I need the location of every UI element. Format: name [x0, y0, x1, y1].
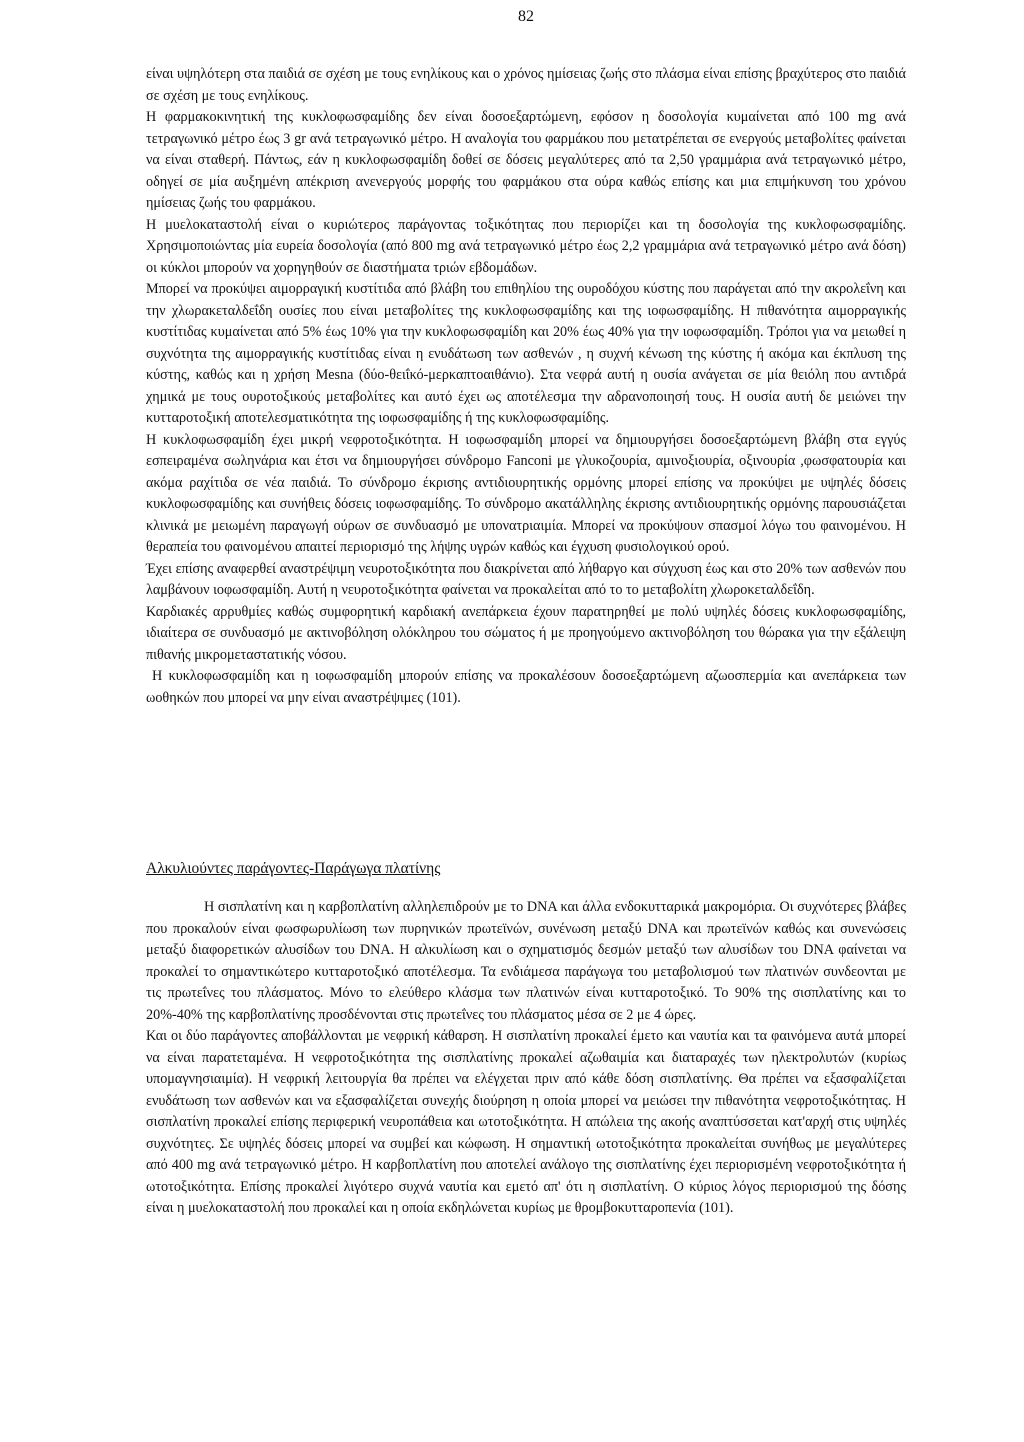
- paragraph: Η φαρμακοκινητική της κυκλοφωσφαμίδης δεν είναι δοσοεξαρτώμενη, εφόσον η δοσολογία κυμαίνεται από 100 mg ανά τετραγωνικό μέτρο έως 3 gr ανά τετραγωνικό μέτρο. Η αναλογία του φαρμάκου που μετατρέπεται σε ενεργούς μεταβολίτες φαίνεται να είναι σταθερή. Πάντως, εάν η κυκλοφωσφαμίδη δοθεί σε δόσεις μεγαλύτερες από τα 2,50 γραμμάρια ανά τετραγωνικό μέτρο, οδηγεί σε μία αυξημένη απέκριση ανενεργούς μορφής του φαρμάκου στα ούρα καθώς επίσης και μια επιμήκυνση του χρόνου ημίσειας ζωής του φαρμάκου.: [146, 109, 906, 211]
- paragraph: Μπορεί να προκύψει αιμορραγική κυστίτιδα από βλάβη του επιθηλίου της ουροδόχου κύστης που παράγεται από την ακρολεΐνη και την χλωρακεταλδεΐδη ουσίες που είναι μεταβολίτες της κυκλοφωσφαμίδης και της ιοφωσφαμίδης. Η πιθανότητα αιμορραγικής κυστίτιδας κυμαίνεται από 5% έως 10% για την κυκλοφωσφαμίδη και 20% έως 40% για την ιοφωσφαμίδη. Τρόποι για να μειωθεί η συχνότητα της αιμορραγικής κυστίτιδας είναι η ενυδάτωση των ασθενών , η συχνή κένωση της κύστης ή ακόμα και έκπλυση της κύστης, καθώς και η χρήση Mesna (δύο-θειΐκό-μερκαπτοαιθάνιο). Στα νεφρά αυτή η ουσία ανάγεται σε μία θειόλη που αντιδρά χημικά με τους ουροτοξικούς μεταβολίτες και αυτό έχει ως αποτέλεσμα την αδρανοποιησή τους. Η ουσία αυτή δε μειώνει την κυτταροτοξική αποτελεσματικότητα της ιοφωσφαμίδης ή της κυκλοφωσφαμίδης.: [146, 281, 906, 426]
- paragraph: Έχει επίσης αναφερθεί αναστρέψιμη νευροτοξικότητα που διακρίνεται από λήθαργο και σύγχυση έως και στο 20% των ασθενών που λαμβάνουν ιοφωσφαμίδη. Αυτή η νευροτοξικότητα φαίνεται να προκαλείται από το το μεταβολίτη χλωροκεταλδεΐδη.: [146, 560, 906, 598]
- section-heading: Αλκυλιούντες παράγοντες-Παράγωγα πλατίνης: [146, 860, 441, 877]
- paragraph: Η σισπλατίνη και η καρβοπλατίνη αλληλεπιδρούν με το DNA και άλλα ενδοκυτταρικά μακρομόρια. Οι συχνότερες βλάβες που προκαλούν είναι φωσφωρυλίωση των πυρηνικών πρωτεϊνών, συνένωση μεταξύ DNA και πρωτεϊνών καθώς και συνενώσεις μεταξύ διαφορετικών αλυσίδων του DNA. Η αλκυλίωση και ο σχηματισμός δεσμών μεταξύ των αλυσίδων του DNA φαίνεται να προκαλεί το σημαντικώτερο κυτταροτοξικό αποτέλεσμα. Τα ενδιάμεσα παράγωγα του μεταβολισμού των πλατινών συνδεονται με τις πρωτεΐνες του πλάσματος. Μόνο το ελεύθερο κλάσμα των πλατινών είναι κυτταροτοξικό. Το 90% της σισπλατίνης και το 20%-40% της καρβοπλατίνης προσδένονται στις πρωτεΐνες του πλάσματος μέσα σε 2 με 4 ώρες.: [146, 899, 906, 1023]
- paragraph: Η κυκλοφωσφαμίδη και η ιοφωσφαμίδη μπορούν επίσης να προκαλέσουν δοσοεξαρτώμενη αζωοσπερμία και ανεπάρκεια των ωοθηκών που μπορεί να μην είναι αναστρέψιμες (101).: [146, 668, 906, 706]
- paragraph: Και οι δύο παράγοντες αποβάλλονται με νεφρική κάθαρση. Η σισπλατίνη προκαλεί έμετο και ναυτία και τα φαινόμενα αυτά μπορεί να είναι παρατεταμένα. Η νεφροτοξικότητα της σισπλατίνης προκαλεί αζωθαιμία και διαταραχές των ηλεκτρολυτών (κυρίως υπομαγνησιαιμία). Η νεφρική λειτουργία θα πρέπει να ελέγχεται πριν από κάθε δόση σισπλατίνης. Θα πρέπει να εξασφαλίζεται ενυδάτωση των ασθενών και να εξασφαλίζεται συνεχής διούρηση η οποία μπορεί να μειώσει την πιθανότητα νεφροτοξικότητας. Η σισπλατίνη προκαλεί επίσης περιφερική νευροπάθεια και ωτοτοξικότητα. Η απώλεια της ακοής αναπτύσσεται κατ'αρχή στις υψηλές συχνότητες. Σε υψηλές δόσεις μπορεί να συμβεί και κώφωση. Η σημαντική ωτοτοξικότητα προκαλείται συνήθως με μεγαλύτερες από 400 mg ανά τετραγωνικό μέτρο. Η καρβοπλατίνη που αποτελεί ανάλογο της σισπλατίνης έχει περιορισμένη νεφροτοξικότητα ή ωτοτοξικότητα. Επίσης προκαλεί λιγότερο συχνά ναυτία και εμετό απ' ότι η σισπλατίνη. Ο κύριος λόγος περιορισμού της δόσης είναι η μυελοκαταστολή που προκαλεί και η οποία εκδηλώνεται κυρίως με θρομβοκυτταροπενία (101).: [146, 1028, 906, 1216]
- section-cyclophosphamide: [146, 64, 906, 709]
- paragraph: Η μυελοκαταστολή είναι ο κυριώτερος παράγοντας τοξικότητας που περιορίζει και τη δοσολογία της κυκλοφωσφαμίδης. Χρησιμοποιώντας μία ευρεία δοσολογία (από 800 mg ανά τετραγωνικό μέτρο έως 2,2 γραμμάρια ανά τετραγωνικό μέτρο ανά δόση) οι κύκλοι μπορούν να χορηγηθούν σε διαστήματα τριών εβδομάδων.: [146, 216, 906, 276]
- paragraph: Η κυκλοφωσφαμίδη έχει μικρή νεφροτοξικότητα. Η ιοφωσφαμίδη μπορεί να δημιουργήσει δοσοεξαρτώμενη βλάβη στα εγγύς εσπειραμένα σωληνάρια και έτσι να δημιουργήσει σύνδρομο Fanconi με γλυκοζουρία, αμινοξιουρία, οξινουρία ,φωσφατουρία και ακόμα ραχίτιδα σε νέα παιδιά. Το σύνδρομο έκρισης αντιδιουρητικής ορμόνης μπορεί επίσης να προκύψει με υψηλές δόσεις κυκλοφωσφαμίδης και συνήθεις δόσεις ιοφωσφαμίδης. Το σύνδρομο ακατάλληλης έκρισης αντιδιουρητικής ορμόνης παρουσιάζεται κλινικά με μειωμένη παραγωγή ούρων σε συνδυασμό με υπονατριαιμία. Μπορεί να προκύψουν σπασμοί λόγω του φαινομένου. Η θεραπεία του φαινομένου απαιτεί περιορισμό της λήψης υγρών καθώς και έγχυση φυσιολογικού ορού.: [146, 431, 906, 555]
- paragraph: Καρδιακές αρρυθμίες καθώς συμφορητική καρδιακή ανεπάρκεια έχουν παρατηρηθεί με πολύ υψηλές δόσεις κυκλοφωσφαμίδης, ιδιαίτερα σε συνδυασμό με ακτινοβόληση ολόκληρου του σώματος ή με προηγούμενο ακτινοβόληση του θώρακα για την εξάλειψη πιθανής μικρομεταστατικής νόσου.: [146, 603, 906, 663]
- section-platinum: [146, 897, 906, 1220]
- page-number: 82: [518, 8, 534, 25]
- paragraph: είναι υψηλότερη στα παιδιά σε σχέση με τους ενηλίκους και ο χρόνος ημίσειας ζωής στο πλάσμα είναι επίσης βραχύτερος στο παιδιά σε σχέση με τους ενηλίκους.: [146, 66, 906, 104]
